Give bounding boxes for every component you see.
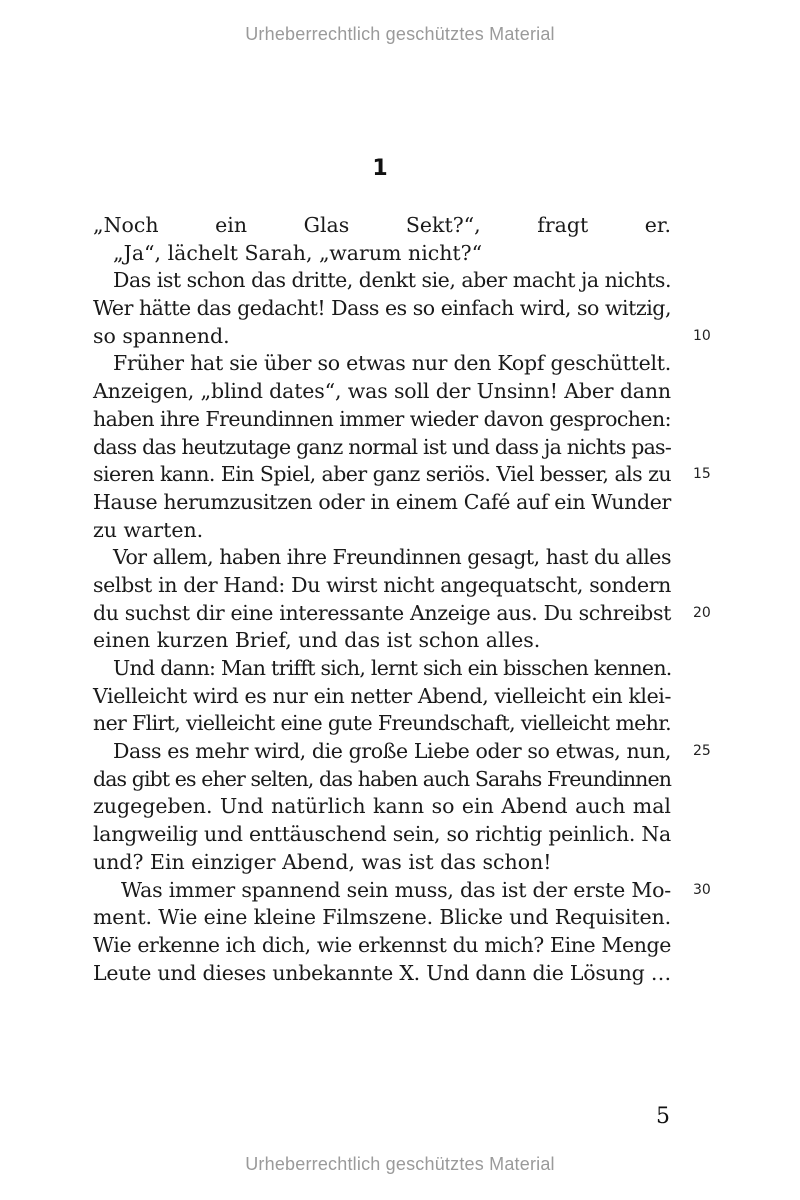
line-text: „Ja“, lächelt Sarah, „warum nicht?“ [113, 240, 483, 265]
line-text: Anzeigen, „blind dates“, was soll der Unsinn! Aber dann [93, 379, 671, 404]
body-text [93, 212, 711, 987]
text-line [93, 350, 671, 378]
text-line [93, 655, 671, 683]
line-text: Das ist schon das dritte, denkt sie, aber macht ja nichts. [113, 268, 671, 293]
line-text: haben ihre Freundinnen immer wieder davon gesprochen: [93, 406, 671, 431]
line-text: ner Flirt, vielleicht eine gute Freundschaft, vielleicht mehr. [93, 711, 671, 736]
line-text: Und dann: Man trifft sich, lernt sich ein bisschen kennen. [113, 656, 672, 680]
line-text: du suchst dir eine interessante Anzeige aus. Du schreibst [93, 600, 671, 625]
line-text: Vielleicht wird es nur ein netter Abend, vielleicht ein klei- [93, 683, 671, 708]
text-line [93, 434, 671, 462]
line-text: dass das heutzutage ganz normal ist und dass ja nichts pas- [93, 434, 671, 459]
text-line [93, 821, 671, 849]
line-text: zugegeben. Und natürlich kann so ein Abend auch mal [93, 794, 671, 819]
text-line [93, 212, 671, 240]
page-number: 5 [656, 1104, 670, 1129]
line-number-marker: 15 [693, 466, 711, 483]
line-text: Hause herumzusitzen oder in einem Café auf ein Wunder [93, 489, 671, 514]
text-line [93, 793, 671, 821]
line-text: zu warten. [93, 517, 204, 542]
text-line [93, 932, 671, 960]
line-text: Vor allem, haben ihre Freundinnen gesagt, hast du alles [113, 545, 671, 570]
text-line [93, 960, 671, 988]
text-line [93, 710, 671, 738]
line-text: so spannend. [93, 323, 230, 348]
line-text: und? Ein einziger Abend, was ist das schon! [93, 849, 552, 874]
line-number-marker: 30 [693, 881, 711, 898]
text-line [93, 406, 671, 434]
watermark-top: Urheberrechtlich geschütztes Material [245, 24, 555, 44]
line-text: einen kurzen Brief, und das ist schon alles. [93, 628, 541, 653]
text-line [93, 267, 671, 295]
text-line [93, 461, 711, 489]
line-text: sieren kann. Ein Spiel, aber ganz seriös. Viel besser, als zu [93, 462, 671, 487]
text-line [93, 627, 671, 655]
line-text: Wie erkenne ich dich, wie erkennst du mich? Eine Menge [93, 932, 671, 957]
line-text: Dass es mehr wird, die große Liebe oder so etwas, nun, [113, 739, 671, 764]
text-line [93, 378, 671, 406]
line-text: selbst in der Hand: Du wirst nicht angequatscht, sondern [93, 572, 672, 597]
text-line [93, 877, 711, 905]
text-line [93, 489, 671, 517]
line-number-marker: 20 [693, 604, 711, 621]
text-line [93, 323, 711, 351]
text-line [93, 904, 671, 932]
line-text: ment. Wie eine kleine Filmszene. Blicke und Requisiten. [93, 905, 671, 930]
text-line [93, 295, 671, 323]
chapter-number: 1 [372, 156, 388, 181]
text-line [93, 240, 671, 268]
line-text: langweilig und enttäuschend sein, so richtig peinlich. Na [93, 822, 671, 847]
text-line [93, 849, 671, 877]
line-text: Wer hätte das gedacht! Dass es so einfach wird, so witzig, [93, 296, 671, 321]
line-text: Früher hat sie über so etwas nur den Kopf geschüttelt. [113, 351, 671, 376]
text-line [93, 600, 711, 628]
text-line [93, 544, 671, 572]
line-text: „Noch ein Glas Sekt?“, fragt er. [93, 213, 671, 237]
line-text: das gibt es eher selten, das haben auch Sarahs Freundinnen [93, 766, 671, 791]
watermark-bottom: Urheberrechtlich geschütztes Material [245, 1154, 555, 1174]
line-text: Was immer spannend sein muss, das ist der erste Mo- [121, 877, 671, 902]
text-line [93, 683, 671, 711]
text-line [93, 738, 711, 766]
line-text: Leute und dieses unbekannte X. Und dann die Lösung … [93, 960, 671, 985]
line-number-marker: 10 [693, 327, 711, 344]
text-line [93, 766, 671, 794]
line-number-marker: 25 [693, 743, 711, 760]
text-line [93, 572, 671, 600]
text-line [93, 517, 671, 545]
